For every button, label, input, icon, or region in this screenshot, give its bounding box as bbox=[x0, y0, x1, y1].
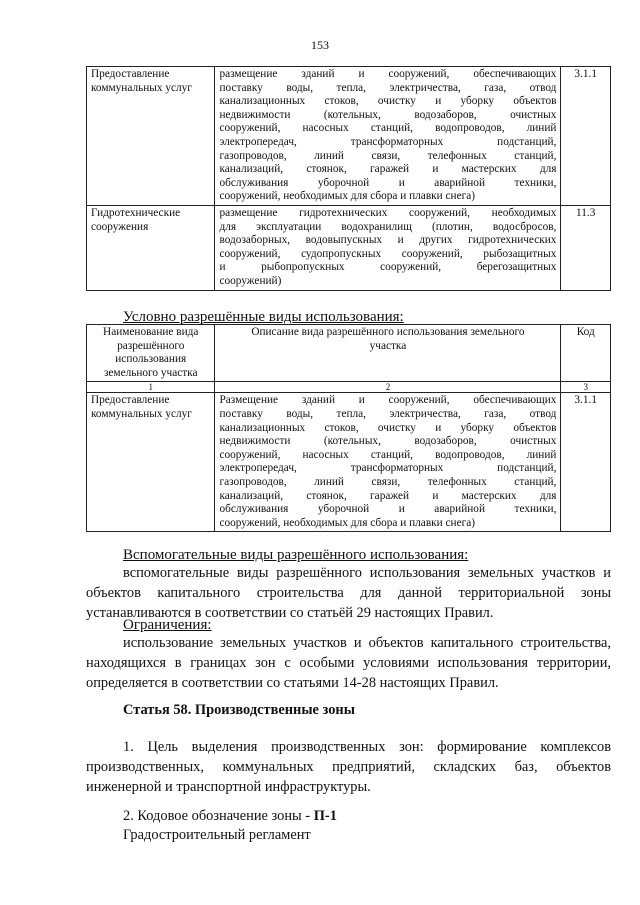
regulation-label: Градостроительный регламент bbox=[123, 827, 311, 843]
use-code-cell: 11.3 bbox=[561, 205, 611, 290]
column-index: 2 bbox=[215, 382, 561, 393]
description-line: сооружений, судопропускных сооружений, рыбозащитных bbox=[219, 247, 557, 260]
paragraph-line: определяется в соответствии со статьями 14-28 настоящих Правил. bbox=[86, 675, 499, 691]
paragraph-line: устанавливаются в соответствии со статьёй 29 настоящих Правил. bbox=[86, 605, 494, 621]
description-line: канализационных стоков, очистку и уборку объектов bbox=[219, 95, 557, 108]
table-row bbox=[87, 393, 611, 532]
description-line: для эксплуатации водохранилищ (плотин, водосбросов, bbox=[219, 220, 557, 233]
use-code-cell: 3.1.1 bbox=[561, 393, 611, 532]
column-index-row bbox=[87, 382, 611, 393]
description-line: сооружений, необходимых для сбора и плавки снега) bbox=[219, 190, 475, 203]
paragraph-line: объектов капитального строительства для данной территориальной зоны bbox=[86, 585, 611, 601]
header-description-cell bbox=[215, 325, 561, 382]
table-row bbox=[87, 67, 611, 206]
use-description-cell bbox=[215, 205, 561, 290]
description-line: сооружений, насосных станций, водопроводов, линий bbox=[219, 448, 557, 461]
auxiliary-uses-text bbox=[86, 563, 611, 623]
header-line: использования bbox=[115, 353, 187, 366]
permitted-uses-table bbox=[86, 66, 611, 291]
description-line: канализационных стоков, очистку и уборку объектов bbox=[219, 421, 557, 434]
description-line: газопроводов, линий связи, телефонных станций, bbox=[219, 475, 557, 488]
description-line: канализаций, стоянок, гаражей и мастерских для bbox=[219, 489, 557, 502]
table-row bbox=[87, 205, 611, 290]
paragraph-line: вспомогательные виды разрешённого использования земельных участков и bbox=[123, 565, 611, 581]
use-name-line: Гидротехнические bbox=[91, 206, 181, 219]
paragraph-line: производственных, коммунальных предприятий, складских баз, объектов bbox=[86, 759, 611, 775]
description-line: поставку воды, тепла, электричества, газа, отвод bbox=[219, 81, 557, 94]
header-line: участка bbox=[369, 339, 407, 352]
description-line: канализаций, стоянок, гаражей и мастерских для bbox=[219, 163, 557, 176]
conditional-uses-title: Условно разрешённые виды использования: bbox=[123, 309, 404, 325]
column-index: 1 bbox=[87, 382, 215, 393]
description-line: обслуживания уборочной и аварийной техники, bbox=[219, 503, 557, 516]
article-item-2 bbox=[123, 808, 337, 825]
description-line: водозаборных, водовыпускных и других гидротехнических bbox=[219, 234, 557, 247]
use-name-line: Предоставление bbox=[91, 68, 170, 80]
use-code-cell: 3.1.1 bbox=[561, 67, 611, 206]
description-line: газопроводов, линий связи, телефонных станций, bbox=[219, 149, 557, 162]
description-line: сооружений, необходимых для сбора и плавки снега) bbox=[219, 516, 475, 529]
article-heading: Статья 58. Производственные зоны bbox=[123, 702, 355, 718]
use-name-cell bbox=[87, 205, 215, 290]
description-line: и рыбопропускных сооружений, берегозащитных bbox=[219, 261, 557, 274]
use-name-cell bbox=[87, 67, 215, 206]
zone-code: П-1 bbox=[313, 808, 337, 824]
auxiliary-uses-title: Вспомогательные виды разрешённого использования: bbox=[123, 547, 469, 563]
header-line: разрешённого bbox=[117, 339, 185, 352]
description-line: поставку воды, тепла, электричества, газа, отвод bbox=[219, 407, 557, 420]
restrictions-text bbox=[86, 633, 611, 693]
conditional-uses-table bbox=[86, 324, 611, 532]
use-name-line: Предоставление bbox=[91, 394, 170, 407]
description-line: сооружений, насосных станций, водопроводов, линий bbox=[219, 122, 557, 135]
column-index: 3 bbox=[561, 382, 611, 393]
description-line: размещение гидротехнических сооружений, необходимых bbox=[219, 206, 557, 219]
use-name-cell bbox=[87, 393, 215, 532]
paragraph-line: инженерной и транспортной инфраструктуры. bbox=[86, 779, 371, 795]
description-line: обслуживания уборочной и аварийной техники, bbox=[219, 176, 557, 189]
description-line: Размещение зданий и сооружений, обеспечивающих bbox=[219, 394, 557, 407]
use-description-cell bbox=[215, 67, 561, 206]
header-line: Описание вида разрешённого использования земельного bbox=[251, 326, 525, 338]
description-line: электропередач, трансформаторных подстанций, bbox=[219, 135, 557, 148]
description-line: недвижимости (котельных, водозаборов, очистных bbox=[219, 435, 557, 448]
restrictions-title: Ограничения: bbox=[123, 617, 212, 633]
header-line: Наименование вида bbox=[103, 326, 199, 338]
use-name-line: коммунальных услуг bbox=[91, 407, 192, 420]
description-line: недвижимости (котельных, водозаборов, очистных bbox=[219, 108, 557, 121]
paragraph-line: использование земельных участков и объектов капитального строительства, bbox=[123, 635, 611, 651]
article-item-1 bbox=[86, 737, 611, 797]
paragraph-line: находящихся в границах зон с особыми условиями использования территории, bbox=[86, 655, 611, 671]
table-header-row bbox=[87, 325, 611, 382]
header-code-cell: Код bbox=[561, 325, 611, 382]
description-line: сооружений) bbox=[219, 274, 282, 287]
page-number: 153 bbox=[311, 38, 329, 52]
description-line: электропередач, трансформаторных подстанций, bbox=[219, 462, 557, 475]
header-name-cell bbox=[87, 325, 215, 382]
paragraph-line: 1. Цель выделения производственных зон: формирование комплексов bbox=[123, 739, 611, 755]
use-name-line: коммунальных услуг bbox=[91, 81, 192, 94]
header-line: земельного участка bbox=[103, 366, 198, 379]
description-line: размещение зданий и сооружений, обеспечивающих bbox=[219, 68, 557, 80]
use-description-cell bbox=[215, 393, 561, 532]
use-name-line: сооружения bbox=[91, 220, 149, 233]
zone-code-label: 2. Кодовое обозначение зоны - bbox=[123, 808, 314, 824]
